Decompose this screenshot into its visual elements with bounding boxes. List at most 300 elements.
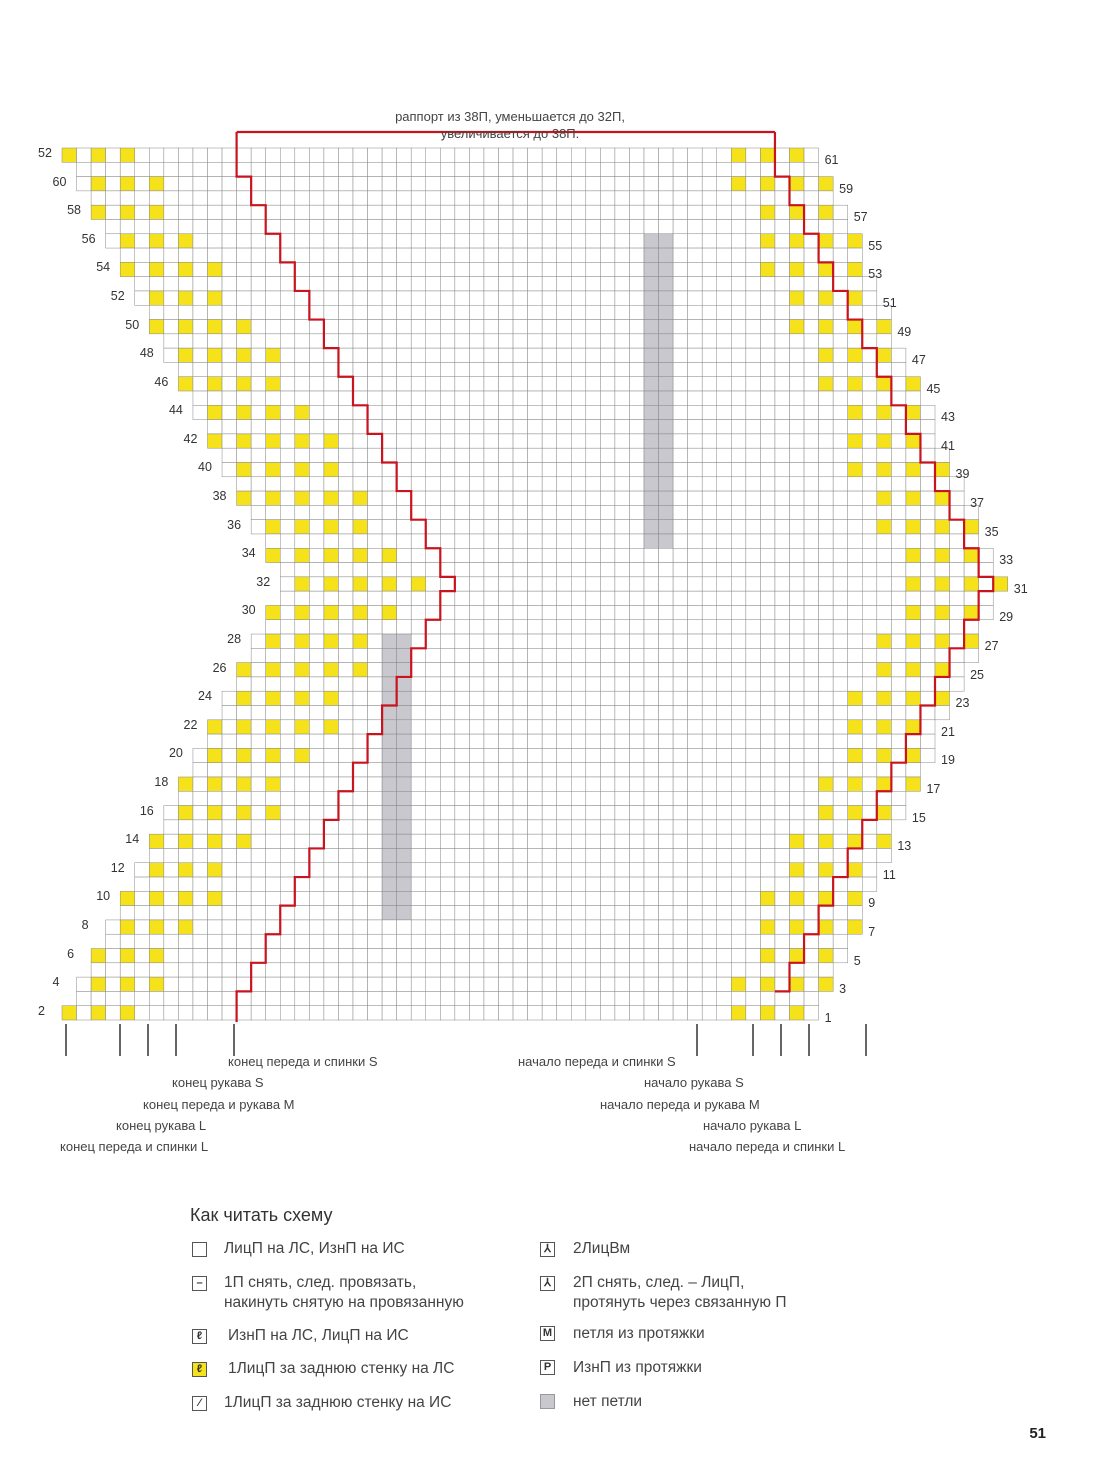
chart-cell	[746, 977, 761, 991]
chart-cell	[731, 548, 746, 562]
chart-cell	[819, 591, 834, 605]
chart-cell	[266, 291, 281, 305]
chart-cell	[542, 177, 557, 191]
chart-cell	[397, 391, 412, 405]
chart-cell	[222, 334, 237, 348]
chart-cell	[338, 634, 353, 648]
chart-cell	[528, 605, 543, 619]
chart-cell	[688, 977, 703, 991]
chart-cell	[586, 577, 601, 591]
chart-cell	[819, 434, 834, 448]
chart-cell	[382, 691, 397, 705]
chart-cell	[746, 405, 761, 419]
chart-cell	[760, 934, 775, 948]
chart-cell	[731, 848, 746, 862]
chart-cell	[469, 362, 484, 376]
row-number-right: 55	[868, 238, 883, 253]
chart-cell	[644, 763, 659, 777]
chart-cell	[746, 605, 761, 619]
chart-cell	[571, 162, 586, 176]
chart-cell	[499, 949, 514, 963]
chart-cell	[819, 934, 834, 948]
chart-cell	[920, 634, 935, 648]
chart-cell	[135, 1006, 150, 1020]
chart-cell	[280, 577, 295, 591]
chart-cell	[469, 748, 484, 762]
chart-cell	[775, 791, 790, 805]
chart-cell	[295, 1006, 310, 1020]
chart-cell	[819, 520, 834, 534]
chart-cell	[149, 277, 164, 291]
chart-cell	[833, 877, 848, 891]
chart-cell	[178, 891, 193, 905]
chart-cell	[338, 162, 353, 176]
chart-cell	[193, 234, 208, 248]
chart-cell	[586, 620, 601, 634]
chart-cell	[309, 891, 324, 905]
chart-cell	[455, 563, 470, 577]
chart-cell	[804, 677, 819, 691]
chart-cell	[499, 663, 514, 677]
chart-cell	[571, 748, 586, 762]
chart-cell	[338, 362, 353, 376]
chart-cell	[309, 148, 324, 162]
chart-cell	[469, 205, 484, 219]
chart-cell	[746, 248, 761, 262]
legend-item-m1: петля из протяжки	[573, 1325, 705, 1342]
chart-cell	[382, 791, 397, 805]
chart-cell	[717, 777, 732, 791]
chart-cell	[702, 906, 717, 920]
chart-cell	[324, 605, 339, 619]
chart-cell	[717, 605, 732, 619]
chart-cell	[135, 906, 150, 920]
chart-cell	[382, 191, 397, 205]
chart-cell	[862, 620, 877, 634]
chart-cell	[731, 420, 746, 434]
chart-cell	[731, 434, 746, 448]
chart-cell	[848, 548, 863, 562]
chart-cell	[600, 391, 615, 405]
chart-cell	[702, 977, 717, 991]
chart-cell	[644, 977, 659, 991]
chart-cell	[295, 377, 310, 391]
chart-cell	[280, 391, 295, 405]
chart-cell	[91, 148, 106, 162]
chart-cell	[411, 748, 426, 762]
chart-cell	[251, 162, 266, 176]
chart-cell	[659, 405, 674, 419]
chart-cell	[440, 262, 455, 276]
chart-cell	[571, 791, 586, 805]
chart-cell	[950, 591, 965, 605]
chart-cell	[891, 520, 906, 534]
chart-cell	[557, 877, 572, 891]
chart-cell	[455, 420, 470, 434]
chart-cell	[397, 577, 412, 591]
chart-cell	[469, 348, 484, 362]
chart-cell	[629, 334, 644, 348]
chart-cell	[469, 420, 484, 434]
chart-cell	[455, 248, 470, 262]
chart-cell	[368, 763, 383, 777]
chart-cell	[251, 963, 266, 977]
chart-cell	[615, 520, 630, 534]
chart-cell	[542, 491, 557, 505]
chart-cell	[557, 934, 572, 948]
chart-cell	[746, 991, 761, 1005]
chart-cell	[906, 520, 921, 534]
chart-cell	[746, 534, 761, 548]
chart-cell	[775, 963, 790, 977]
chart-cell	[455, 891, 470, 905]
chart-cell	[309, 991, 324, 1005]
chart-cell	[571, 934, 586, 948]
chart-cell	[717, 620, 732, 634]
chart-cell	[324, 677, 339, 691]
chart-cell	[629, 177, 644, 191]
chart-cell	[455, 305, 470, 319]
chart-cell	[149, 219, 164, 233]
chart-cell	[731, 291, 746, 305]
chart-cell	[193, 148, 208, 162]
chart-cell	[615, 391, 630, 405]
chart-cell	[673, 963, 688, 977]
chart-cell	[266, 863, 281, 877]
chart-cell	[746, 691, 761, 705]
chart-cell	[542, 605, 557, 619]
chart-cell	[382, 462, 397, 476]
chart-cell	[120, 1006, 135, 1020]
twisted-stitch-yellow-icon: ℓ	[192, 1362, 207, 1377]
m-stitch-icon: M	[540, 1326, 555, 1341]
chart-cell	[280, 591, 295, 605]
chart-cell	[295, 934, 310, 948]
chart-cell	[440, 734, 455, 748]
chart-cell	[208, 377, 223, 391]
chart-cell	[804, 405, 819, 419]
chart-cell	[469, 219, 484, 233]
chart-cell	[760, 548, 775, 562]
chart-cell	[528, 691, 543, 705]
chart-cell	[877, 563, 892, 577]
chart-cell	[600, 191, 615, 205]
chart-cell	[266, 262, 281, 276]
chart-cell	[382, 777, 397, 791]
chart-cell	[731, 262, 746, 276]
chart-cell	[266, 520, 281, 534]
chart-cell	[848, 605, 863, 619]
chart-cell	[469, 248, 484, 262]
chart-cell	[877, 448, 892, 462]
chart-cell	[455, 991, 470, 1005]
chart-cell	[833, 362, 848, 376]
chart-cell	[484, 205, 499, 219]
chart-cell	[644, 334, 659, 348]
chart-cell	[309, 620, 324, 634]
chart-cell	[571, 605, 586, 619]
chart-cell	[149, 148, 164, 162]
chart-cell	[717, 148, 732, 162]
chart-cell	[208, 863, 223, 877]
chart-cell	[324, 834, 339, 848]
chart-cell	[659, 391, 674, 405]
label-end-front-back-l: конец переда и спинки L	[60, 1139, 209, 1154]
chart-cell	[338, 148, 353, 162]
chart-cell	[615, 291, 630, 305]
chart-cell	[368, 334, 383, 348]
chart-cell	[950, 634, 965, 648]
chart-cell	[571, 577, 586, 591]
chart-cell	[659, 720, 674, 734]
chart-cell	[644, 820, 659, 834]
chart-cell	[178, 877, 193, 891]
chart-cell	[426, 348, 441, 362]
chart-cell	[877, 434, 892, 448]
chart-cell	[731, 791, 746, 805]
chart-cell	[149, 863, 164, 877]
chart-cell	[469, 806, 484, 820]
chart-cell	[469, 520, 484, 534]
chart-cell	[717, 834, 732, 848]
chart-cell	[440, 548, 455, 562]
chart-cell	[484, 963, 499, 977]
chart-cell	[731, 977, 746, 991]
chart-cell	[891, 362, 906, 376]
chart-cell	[906, 634, 921, 648]
chart-cell	[193, 891, 208, 905]
chart-cell	[600, 977, 615, 991]
chart-cell	[193, 177, 208, 191]
chart-cell	[760, 520, 775, 534]
chart-cell	[484, 820, 499, 834]
chart-cell	[499, 991, 514, 1005]
chart-cell	[338, 320, 353, 334]
chart-cell	[877, 420, 892, 434]
chart-cell	[746, 362, 761, 376]
chart-cell	[295, 891, 310, 905]
chart-cell	[600, 520, 615, 534]
chart-cell	[484, 920, 499, 934]
chart-cell	[237, 391, 252, 405]
chart-cell	[702, 834, 717, 848]
chart-cell	[266, 648, 281, 662]
chart-cell	[615, 806, 630, 820]
chart-cell	[775, 491, 790, 505]
chart-cell	[542, 748, 557, 762]
chart-cell	[615, 277, 630, 291]
chart-cell	[237, 148, 252, 162]
chart-cell	[455, 620, 470, 634]
chart-cell	[353, 748, 368, 762]
chart-cell	[440, 377, 455, 391]
chart-cell	[790, 505, 805, 519]
chart-cell	[717, 691, 732, 705]
chart-cell	[499, 706, 514, 720]
row-number-right: 5	[853, 953, 861, 968]
chart-cell	[469, 305, 484, 319]
chart-cell	[688, 777, 703, 791]
chart-cell	[237, 348, 252, 362]
chart-cell	[688, 934, 703, 948]
chart-cell	[469, 591, 484, 605]
chart-cell	[688, 477, 703, 491]
chart-cell	[848, 491, 863, 505]
chart-cell	[528, 563, 543, 577]
chart-cell	[528, 863, 543, 877]
chart-cell	[368, 391, 383, 405]
chart-cell	[629, 663, 644, 677]
chart-cell	[164, 877, 179, 891]
row-number-right: 47	[911, 353, 926, 368]
chart-cell	[266, 820, 281, 834]
chart-cell	[644, 648, 659, 662]
chart-cell	[688, 234, 703, 248]
chart-cell	[280, 248, 295, 262]
chart-cell	[629, 362, 644, 376]
chart-cell	[819, 448, 834, 462]
chart-cell	[513, 963, 528, 977]
chart-cell	[819, 848, 834, 862]
chart-cell	[790, 348, 805, 362]
chart-cell	[615, 949, 630, 963]
chart-cell	[702, 234, 717, 248]
chart-cell	[411, 949, 426, 963]
chart-cell	[382, 377, 397, 391]
chart-cell	[775, 634, 790, 648]
chart-cell	[338, 977, 353, 991]
chart-cell	[353, 448, 368, 462]
chart-cell	[266, 934, 281, 948]
chart-cell	[833, 548, 848, 562]
chart-cell	[935, 491, 950, 505]
chart-cell	[848, 834, 863, 848]
chart-cell	[790, 605, 805, 619]
chart-cell	[280, 563, 295, 577]
chart-cell	[411, 848, 426, 862]
chart-cell	[542, 863, 557, 877]
chart-cell	[644, 848, 659, 862]
chart-cell	[586, 977, 601, 991]
chart-cell	[557, 420, 572, 434]
chart-cell	[149, 963, 164, 977]
chart-cell	[513, 191, 528, 205]
chart-cell	[790, 462, 805, 476]
chart-cell	[499, 520, 514, 534]
chart-cell	[644, 205, 659, 219]
chart-cell	[702, 1006, 717, 1020]
chart-cell	[644, 634, 659, 648]
chart-cell	[760, 706, 775, 720]
chart-cell	[819, 234, 834, 248]
chart-cell	[586, 205, 601, 219]
chart-cell	[484, 305, 499, 319]
chart-cell	[586, 377, 601, 391]
chart-cell	[848, 362, 863, 376]
chart-cell	[528, 148, 543, 162]
chart-cell	[746, 520, 761, 534]
chart-cell	[338, 219, 353, 233]
chart-cell	[906, 620, 921, 634]
chart-cell	[528, 734, 543, 748]
chart-cell	[382, 248, 397, 262]
chart-cell	[484, 934, 499, 948]
chart-cell	[455, 262, 470, 276]
chart-cell	[484, 720, 499, 734]
chart-cell	[499, 177, 514, 191]
row-number-left: 4	[52, 975, 60, 990]
chart-cell	[760, 234, 775, 248]
chart-cell	[222, 691, 237, 705]
chart-cell	[790, 848, 805, 862]
chart-cell	[819, 949, 834, 963]
chart-cell	[120, 920, 135, 934]
chart-cell	[673, 734, 688, 748]
chart-cell	[484, 462, 499, 476]
chart-cell	[455, 548, 470, 562]
chart-cell	[600, 706, 615, 720]
chart-cell	[833, 563, 848, 577]
chart-cell	[164, 191, 179, 205]
chart-cell	[688, 505, 703, 519]
chart-cell	[833, 720, 848, 734]
chart-cell	[804, 891, 819, 905]
chart-cell	[804, 277, 819, 291]
chart-cell	[324, 991, 339, 1005]
chart-cell	[717, 462, 732, 476]
chart-cell	[397, 563, 412, 577]
chart-cell	[644, 663, 659, 677]
chart-cell	[862, 291, 877, 305]
chart-cell	[644, 906, 659, 920]
chart-cell	[324, 291, 339, 305]
chart-cell	[848, 920, 863, 934]
chart-cell	[804, 977, 819, 991]
chart-cell	[135, 191, 150, 205]
chart-cell	[848, 448, 863, 462]
chart-cell	[251, 991, 266, 1005]
chart-cell	[426, 748, 441, 762]
chart-cell	[571, 706, 586, 720]
chart-cell	[513, 877, 528, 891]
chart-cell	[353, 577, 368, 591]
chart-cell	[877, 691, 892, 705]
chart-cell	[309, 820, 324, 834]
chart-cell	[688, 177, 703, 191]
chart-cell	[644, 362, 659, 376]
chart-cell	[542, 320, 557, 334]
chart-cell	[833, 648, 848, 662]
chart-cell	[324, 177, 339, 191]
chart-cell	[295, 791, 310, 805]
chart-cell	[309, 605, 324, 619]
chart-cell	[426, 691, 441, 705]
chart-cell	[993, 577, 1008, 591]
chart-cell	[237, 1006, 252, 1020]
chart-cell	[659, 448, 674, 462]
chart-cell	[324, 520, 339, 534]
chart-cell	[673, 806, 688, 820]
chart-cell	[629, 219, 644, 233]
chart-cell	[819, 734, 834, 748]
chart-cell	[469, 177, 484, 191]
chart-cell	[426, 162, 441, 176]
chart-cell	[629, 691, 644, 705]
chart-cell	[295, 949, 310, 963]
chart-cell	[338, 648, 353, 662]
chart-cell	[208, 405, 223, 419]
chart-cell	[644, 563, 659, 577]
